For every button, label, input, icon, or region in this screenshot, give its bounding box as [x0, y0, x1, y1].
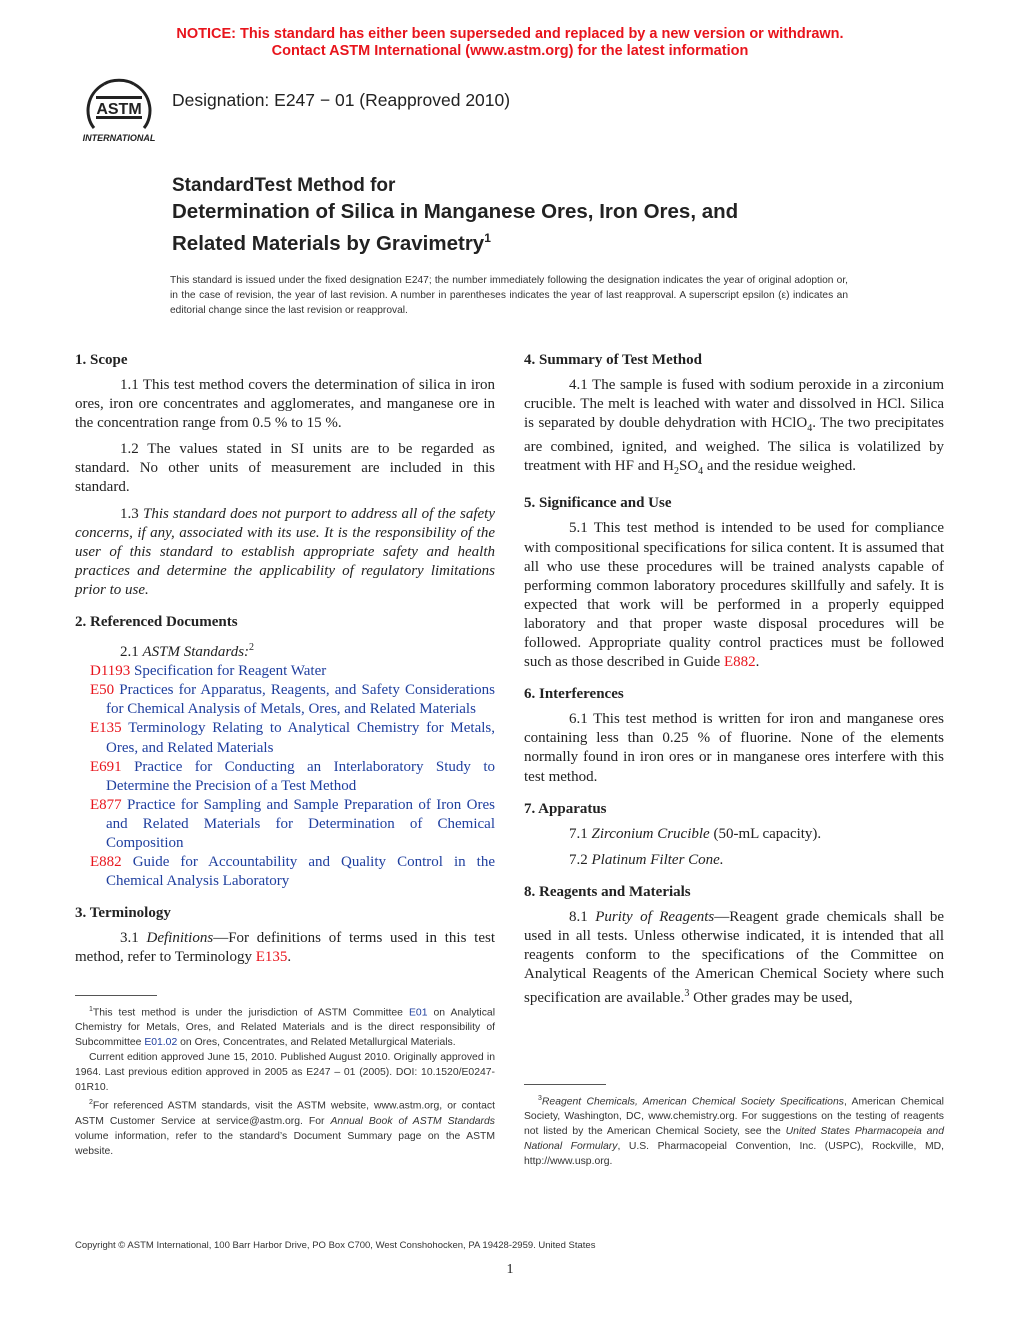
paragraph: 6.1 This test method is written for iron and manganese ores containing less than 0.25 % of fluorine. None of the elements normally found in iron ores or in manganese ores interfere with this test method.: [524, 711, 944, 785]
page-number: 1: [506, 1262, 514, 1277]
section-interferences: [524, 684, 944, 786]
section-heading: 5. Significance and Use: [524, 495, 672, 512]
title-line-1: StandardTest Method for: [172, 175, 396, 196]
designation: Designation: E247 − 01 (Reapproved 2010): [172, 90, 511, 110]
section-reagents: [524, 882, 944, 1008]
reference-item[interactable]: E50 Practices for Apparatus, Reagents, and Safety Considerations for Chemical Analysis of Metals, Ores, and Related Materials: [90, 682, 495, 718]
paragraph: 7.1 Zirconium Crucible (50-mL capacity).: [569, 825, 822, 842]
footnote-1-edition: Current edition approved June 15, 2010. Published August 2010. Originally approved in 1964. Last previous edition approved in 2005 as E247 – 01 (2005). DOI: 10.1520/E0247-01R10.: [75, 1052, 495, 1094]
section-heading: 2. Referenced Documents: [75, 614, 238, 631]
svg-text:ASTM: ASTM: [96, 101, 142, 118]
title-line-2: Determination of Silica in Manganese Ores, Iron Ores, and: [172, 200, 739, 223]
section-heading: 1. Scope: [75, 352, 128, 368]
footnote-2: $^2$For referenced ASTM standards, visit the ASTM website, www.astm.org, or contact ASTM Customer Service at service@astm.org. For Annual Book of ASTM Standards volume information, refer to the standard’s Document Summary page on the ASTM website.: [75, 1099, 495, 1157]
title-footnote-mark: 1: [484, 231, 491, 245]
section-apparatus: [524, 799, 944, 870]
paragraph: 1.2 The values stated in SI units are to be regarded as standard. No other units of measurement are included in this standard.: [75, 441, 495, 496]
link-e882[interactable]: E882: [723, 654, 756, 671]
section-significance: [524, 493, 944, 672]
section-heading: 3. Terminology: [75, 905, 171, 922]
reference-item[interactable]: E882 Guide for Accountability and Quality Control in the Chemical Analysis Laboratory: [90, 854, 495, 890]
document-title: [172, 174, 892, 257]
footnote-rule: [524, 1084, 606, 1085]
paragraph: 2.1 ASTM Standards:$^2$: [120, 642, 255, 661]
paragraph: 4.1 The sample is fused with sodium peroxide in a zirconium crucible. The melt is leached with water and dissolved in HCl. Silica is separated by double dehydration with HClO$_4$. The two precipitates are combined, ignited, and weighed. The silica is volatilized by treatment with HF and $H_2SO_4$ and the residue weighed.: [524, 377, 944, 478]
paragraph: 3.1 Definitions—For definitions of terms used in this test method, refer to Terminology E135.: [75, 930, 496, 966]
footnote-3: $^3$Reagent Chemicals, American Chemical Society Specifications, American Chemical Society, Washington, DC, www.chemistry.org. For suggestions on the testing of reagents not listed by the American Chemical Society, see the United States Pharmacopeia and National Formulary, U.S. Pharmacopeial Convention, Inc. (USPC), Rockville, MD, http://www.usp.org.: [524, 1095, 944, 1168]
footnotes-right: [524, 1084, 944, 1169]
section-heading: 7. Apparatus: [524, 800, 607, 817]
paragraph: 1.3 This standard does not purport to address all of the safety concerns, if any, associated with its use. It is the responsibility of the user of this standard to establish appropriate safety and health practices and determine the applicability of regulatory limitations prior to use.: [75, 505, 496, 598]
notice-line-1: NOTICE: This standard has either been superseded and replaced by a new version or withdrawn.: [176, 26, 844, 42]
paragraph: 7.2 Platinum Filter Cone.: [569, 851, 724, 868]
section-scope: [75, 350, 495, 600]
svg-text:INTERNATIONAL: INTERNATIONAL: [82, 133, 156, 143]
reference-item[interactable]: D1193 Specification for Reagent Water: [90, 663, 327, 680]
reference-item[interactable]: E877 Practice for Sampling and Sample Preparation of Iron Ores and Related Materials for Determination of Chemical Composition: [90, 796, 495, 851]
title-line-3: Related Materials by Gravimetry$^1$: [172, 231, 491, 255]
astm-logo: [74, 76, 164, 146]
section-heading: 8. Reagents and Materials: [524, 883, 691, 900]
section-referenced-documents: [75, 612, 495, 891]
reference-item[interactable]: E135 Terminology Relating to Analytical Chemistry for Metals, Ores, and Related Materials: [90, 720, 495, 756]
left-column: [75, 350, 495, 979]
copyright-line: Copyright © ASTM International, 100 Barr Harbor Drive, PO Box C700, West Conshohocken, PA 19428-2959. United States: [75, 1240, 596, 1251]
link-e01-02[interactable]: E01.02: [144, 1037, 178, 1049]
link-e135[interactable]: E135: [255, 949, 288, 966]
paragraph: 5.1 This test method is intended to be used for compliance with compositional specifications for silica content. It is assumed that all who use these procedures will be trained analysts capable of performing common laboratory procedures skillfully and safely. It is expected that work will be performed in a properly equipped laboratory and that proper waste disposal procedures will be followed. Appropriate quality control practices must be followed such as those described in Guide E882.: [524, 520, 944, 671]
section-heading: 4. Summary of Test Method: [524, 352, 702, 368]
withdrawal-notice: [0, 26, 1020, 60]
paragraph: 8.1 Purity of Reagents—Reagent grade chemicals shall be used in all tests. Unless otherwise indicated, it is intended that all reagents conform to the specifications of the Committee on Analytical Reagents of the American Chemical Society where such specification are available.$^3$ Other grades may be used,: [524, 908, 944, 1007]
link-e01[interactable]: E01: [409, 1007, 428, 1019]
section-terminology: [75, 903, 495, 967]
section-summary: [524, 350, 944, 481]
footnote-rule: [75, 995, 157, 996]
footnote-1: $^1$This test method is under the jurisdiction of ASTM Committee E01 on Analytical Chemistry for Metals, Ores, and Related Materials and is the direct responsibility of Subcommittee E01.02 on Ores, Concentrates, and Related Metallurgical Materials.: [75, 1006, 496, 1049]
section-heading: 6. Interferences: [524, 686, 624, 703]
footnotes-left: [75, 995, 495, 1159]
right-column: [524, 350, 944, 1020]
reference-item[interactable]: E691 Practice for Conducting an Interlaboratory Study to Determine the Precision of a Test Method: [90, 758, 495, 794]
paragraph: 1.1 This test method covers the determination of silica in iron ores, iron ore concentrates and agglomerates, and manganese ore in the concentration range from 0.5 % to 15 %.: [75, 377, 495, 432]
intro-paragraph: This standard is issued under the fixed designation E247; the number immediately following the designation indicates the year of original adoption or, in the case of revision, the year of last revision. A number in parentheses indicates the year of last reapproval. A superscript epsilon (ε) indicates an editorial change since the last revision or reapproval.: [170, 275, 848, 316]
notice-line-2: Contact ASTM International (www.astm.org) for the latest information: [271, 43, 749, 59]
